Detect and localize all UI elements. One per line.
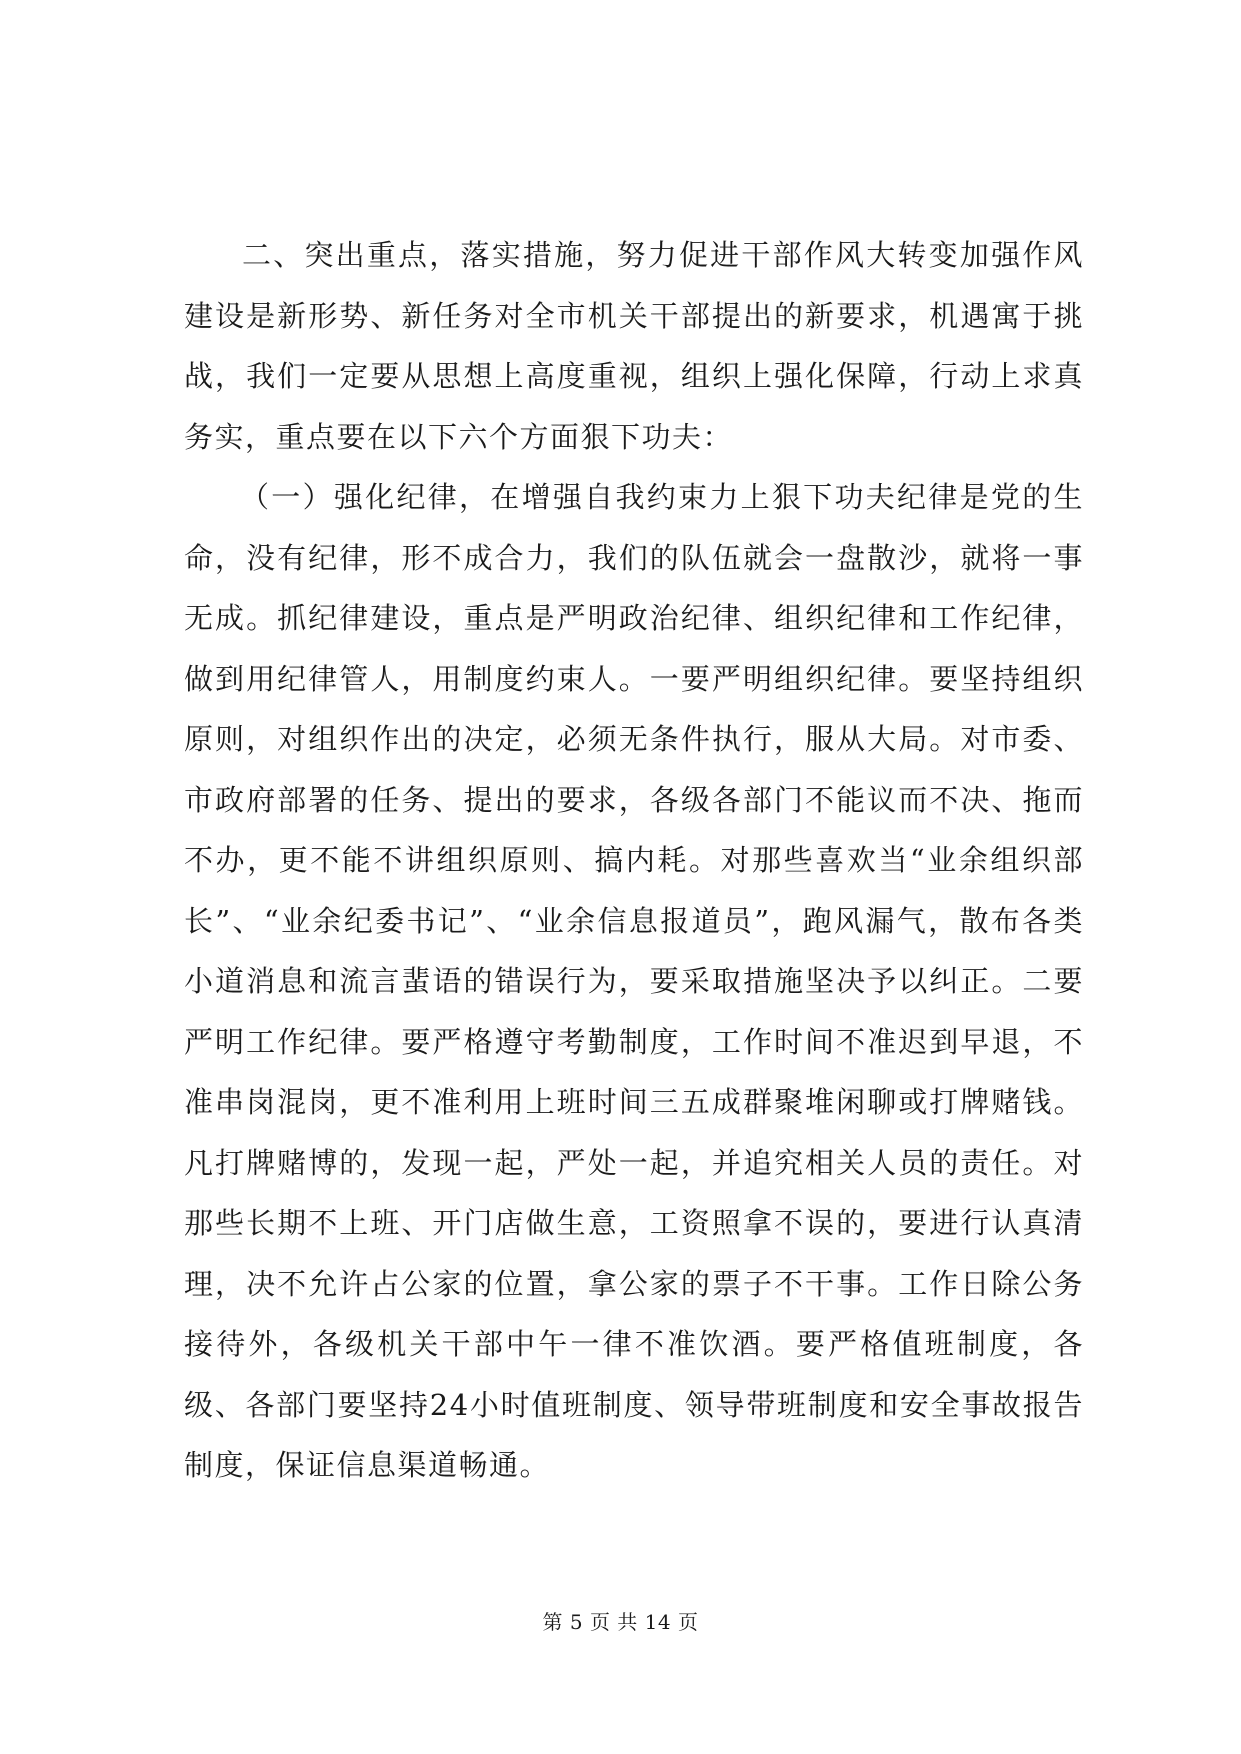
page-footer xyxy=(0,1608,1241,1636)
paragraph-discipline: （一）强化纪律，在增强自我约束力上狠下功夫纪律是党的生命，没有纪律，形不成合力，我们的队伍就会一盘散沙，就将一事无成。抓纪律建设，重点是严明政治纪律、组织纪律和工作纪律，做到用纪律管人，用制度约束人。一要严明组织纪律。要坚持组织原则，对组织作出的决定，必须无条件执行，服从大局。对市委、市政府部署的任务、提出的要求，各级各部门不能议而不决、拖而不办，更不能不讲组织原则、搞内耗。对那些喜欢当“业余组织部长”、“业余纪委书记”、“业余信息报道员”，跑风漏气，散布各类小道消息和流言蜚语的错误行为，要采取措施坚决予以纠正。二要严明工作纪律。要严格遵守考勤制度，工作时间不准迟到早退，不准串岗混岗，更不准利用上班时间三五成群聚堆闲聊或打牌赌钱。凡打牌赌博的，发现一起，严处一起，并追究相关人员的责任。对那些长期不上班、开门店做生意，工资照拿不误的，要进行认真清理，决不允许占公家的位置，拿公家的票子不干事。工作日除公务接待外，各级机关干部中午一律不准饮酒。要严格值班制度，各级、各部门要坚持24小时值班制度、领导带班制度和安全事故报告制度，保证信息渠道畅通。 xyxy=(184,480,1084,1482)
page-number-label: 第 5 页 共 14 页 xyxy=(542,1610,699,1634)
document-body xyxy=(184,225,1084,1496)
paragraph-section-two: 二、突出重点，落实措施，努力促进干部作风大转变加强作风建设是新形势、新任务对全市机关干部提出的新要求，机遇寓于挑战，我们一定要从思想上高度重视，组织上强化保障，行动上求真务实，重点要在以下六个方面狠下功夫： xyxy=(184,238,1084,454)
